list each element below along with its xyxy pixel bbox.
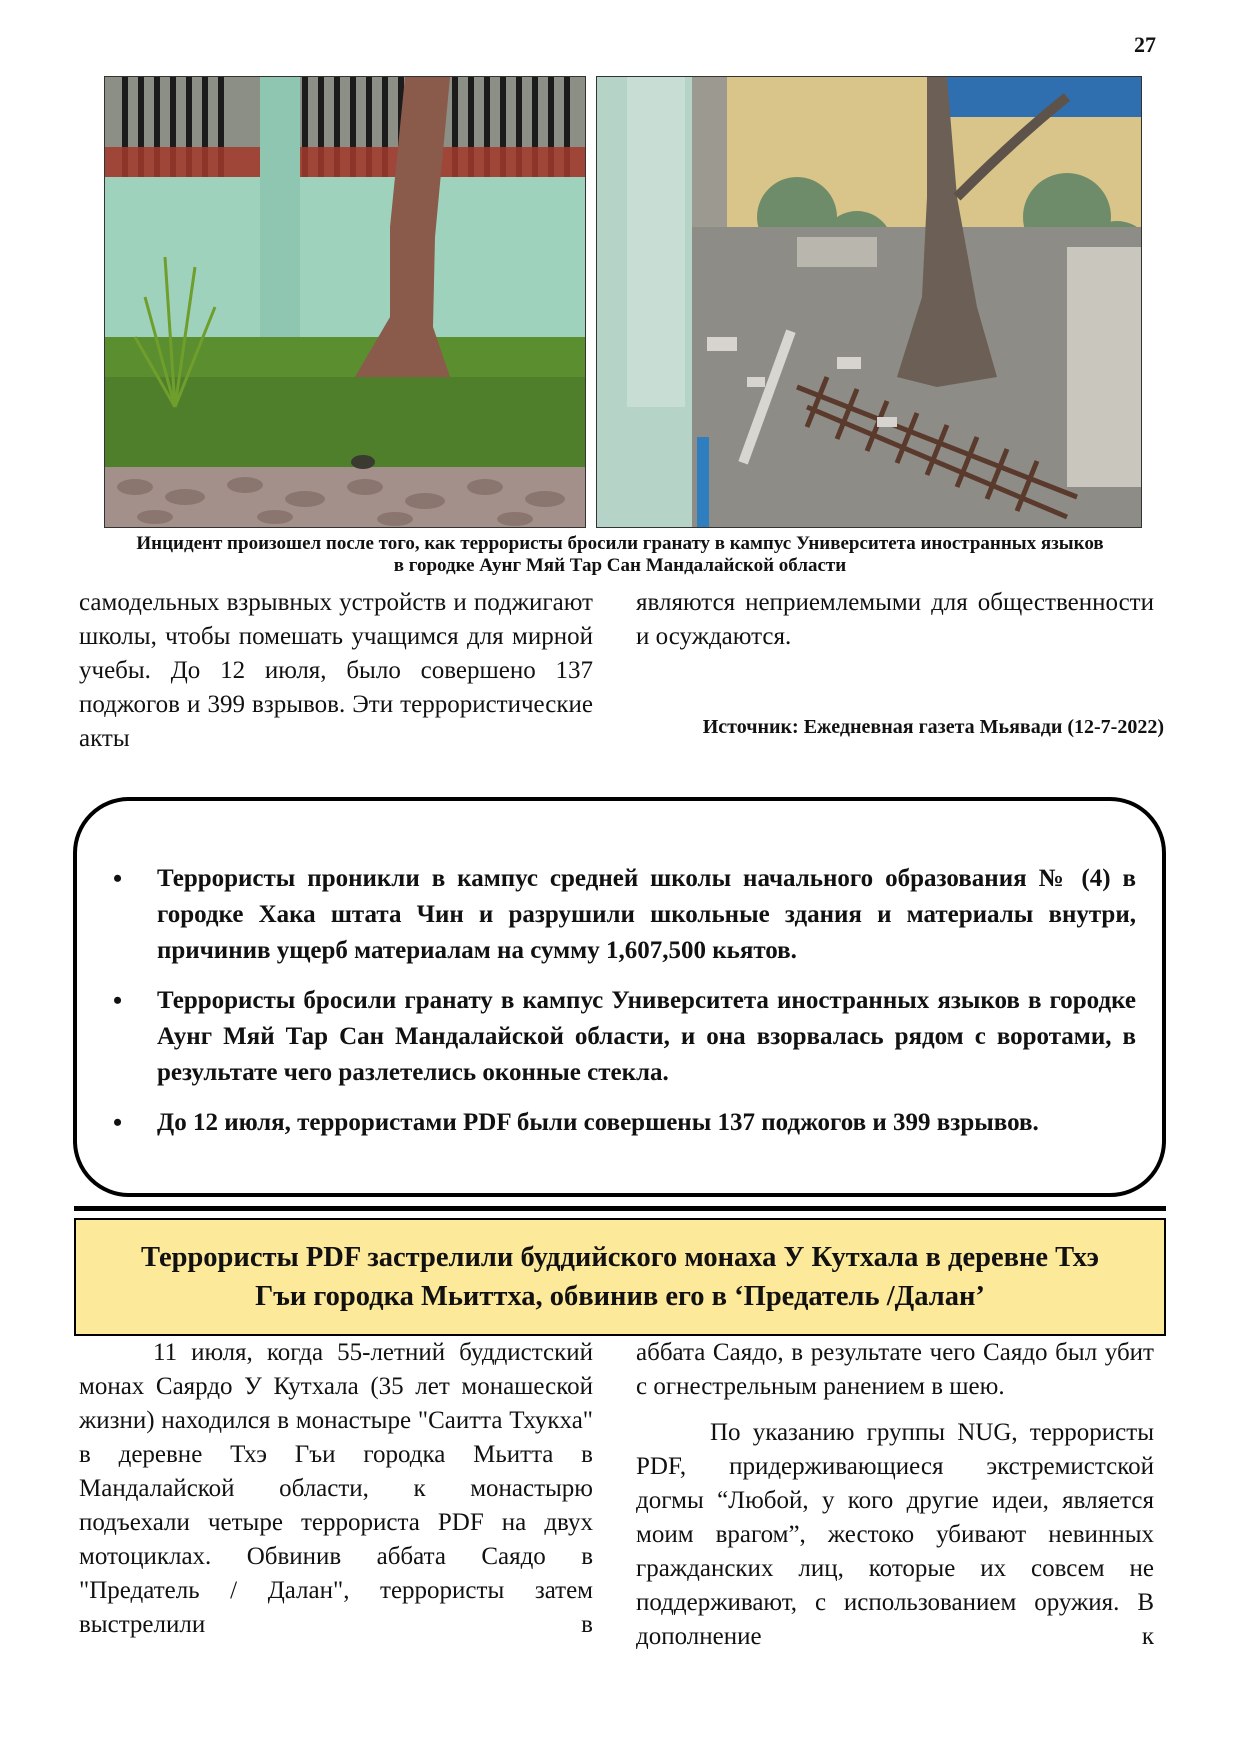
article2-right-para-2: По указанию группы NUG, террористы PDF, придерживающиеся экстремистской догмы “Любой, у кого другие идеи, является моим врагом”, жестоко убивают невинных гражданских лиц, которые их совсем не поддерживают, с использованием оружия. В дополнение к — [636, 1419, 1154, 1650]
article2-right-column — [636, 1336, 1154, 1654]
article1-source: Источник: Ежедневная газета Мьявади (12-7-2022) — [702, 716, 1164, 738]
article2-headline — [74, 1218, 1166, 1336]
article1-right-text: являются неприемлемыми для общественности и осуждаются. — [636, 589, 1154, 650]
photo-caption — [70, 533, 1170, 577]
article1-left-column — [79, 586, 593, 756]
headline-line-1: Террористы PDF застрелили буддийского монаха У Кутхала в деревне Тхэ — [141, 1242, 1099, 1273]
campus-fence-photo — [104, 76, 586, 528]
summary-list — [113, 861, 1136, 1155]
article1-right-column — [636, 586, 1154, 654]
summary-item: • Террористы проникли в кампус средней школы начального образования № (4) в городке Хака штата Чин и разрушили школьные здания и материалы внутри, причинив ущерб материалам на сумму 1,607,500 кьятов. — [113, 861, 1136, 969]
summary-box — [73, 797, 1166, 1197]
photo-illustration-left — [105, 77, 585, 527]
caption-line-1: Инцидент произошел после того, как террористы бросили гранату в кампус Университета иностранных языков — [136, 533, 1104, 554]
photo-illustration-right — [597, 77, 1141, 527]
caption-line-2: в городке Аунг Мяй Тар Сан Мандалайской области — [393, 555, 847, 576]
summary-item: • Террористы бросили гранату в кампус Университета иностранных языков в городке Аунг Мяй Тар Сан Мандалайской области, и она взорвалась рядом с воротами, в результате чего разлетелись оконные стекла. — [113, 983, 1136, 1091]
summary-item: • До 12 июля, террористами PDF были совершены 137 поджогов и 399 взрывов. — [113, 1105, 1136, 1141]
article2-left-column — [79, 1336, 593, 1642]
section-divider — [74, 1206, 1166, 1211]
article2-right-para-1: аббата Саядо, в результате чего Саядо был убит с огнестрельным ранением в шею. — [636, 1339, 1154, 1400]
article1-left-text: самодельных взрывных устройств и поджигают школы, чтобы помешать учащимся для мирной учебы. До 12 июля, было совершено 137 поджогов и 399 взрывов. Эти террористические акты — [79, 589, 593, 752]
page-number: 27 — [1134, 32, 1156, 57]
damaged-building-photo — [596, 76, 1142, 528]
headline-line-2: Гъи городка Мьиттха, обвинив его в ‘Предатель /Далан’ — [255, 1281, 985, 1312]
article2-left-text: 11 июля, когда 55-летний буддистский монах Саярдо У Кутхала (35 лет монашеской жизни) находился в монастыре "Саитта Тхукха" в деревне Тхэ Гъи городка Мьитта в Мандалайской области, к монастырю подъехали четыре террориста PDF на двух мотоциклах. Обвинив аббата Саядо в "Предатель / Далан", террористы затем выстрелили в — [79, 1339, 593, 1638]
